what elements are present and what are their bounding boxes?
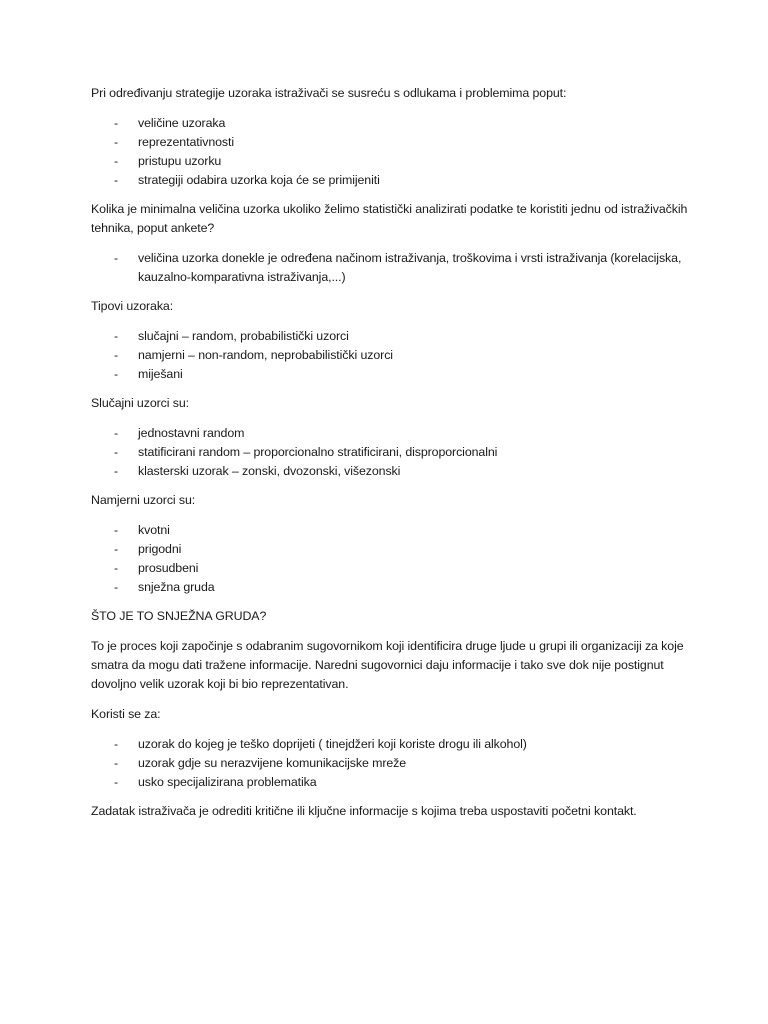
list-item-text: klasterski uzorak – zonski, dvozonski, višezonski	[138, 464, 401, 478]
list-item	[91, 735, 698, 754]
types-heading: Tipovi uzoraka:	[91, 299, 174, 313]
bullet-dash: -	[114, 426, 119, 440]
list-item-text: reprezentativnosti	[138, 135, 235, 149]
bullet-dash: -	[114, 445, 119, 459]
intro-paragraph: Pri određivanju strategije uzoraka istraživači se susreću s odlukama i problemima poput:	[91, 86, 567, 100]
bullet-dash: -	[114, 135, 119, 149]
list-item	[91, 327, 698, 346]
list-item	[91, 578, 698, 597]
random-samples-list	[91, 424, 698, 481]
bullet-dash: -	[114, 580, 119, 594]
snowball-heading: ŠTO JE TO SNJEŽNA GRUDA?	[91, 609, 267, 623]
list-item-text: miješani	[138, 367, 183, 381]
bullet-dash: -	[114, 561, 119, 575]
list-item	[91, 249, 698, 287]
bullet-dash: -	[114, 464, 119, 478]
bullet-dash: -	[114, 775, 119, 789]
list-item	[91, 559, 698, 578]
bullet-dash: -	[114, 329, 119, 343]
list-item-text: veličina uzorka donekle je određena načinom istraživanja, troškovima i vrsti istraživanja (korelacijska, kauzalno-komparativna istraživanja,...)	[138, 251, 682, 284]
list-item	[91, 114, 698, 133]
snowball-paragraph: To je proces koji započinje s odabranim sugovornikom koji identificira druge ljude u grupi ili organizaciji za koje smatra da mogu dati tražene informacije. Naredni sugovornici daju informacije i tako sve dok nije postignut dovoljno velik uzorak koji bi bio reprezentativan.	[91, 639, 684, 691]
list-item	[91, 540, 698, 559]
question-paragraph: Kolika je minimalna veličina uzorka ukoliko želimo statistički analizirati podatke te koristiti jednu od istraživačkih tehnika, poput ankete?	[91, 202, 688, 235]
answer-list	[91, 249, 698, 287]
list-item-text: strategiji odabira uzorka koja će se primijeniti	[138, 173, 380, 187]
list-item	[91, 773, 698, 792]
list-item	[91, 443, 698, 462]
types-list	[91, 327, 698, 384]
list-item-text: slučajni – random, probabilistički uzorci	[138, 329, 349, 343]
list-item	[91, 754, 698, 773]
list-item	[91, 346, 698, 365]
list-item	[91, 171, 698, 190]
bullet-dash: -	[114, 173, 119, 187]
bullet-dash: -	[114, 523, 119, 537]
random-samples-heading: Slučajni uzorci su:	[91, 396, 189, 410]
list-item	[91, 521, 698, 540]
list-item-text: pristupu uzorku	[138, 154, 222, 168]
bullet-dash: -	[114, 737, 119, 751]
bullet-dash: -	[114, 367, 119, 381]
list-item-text: prigodni	[138, 542, 182, 556]
list-item-text: snježna gruda	[138, 580, 215, 594]
list-item	[91, 462, 698, 481]
list-item	[91, 424, 698, 443]
list-item-text: kvotni	[138, 523, 170, 537]
bullet-dash: -	[114, 251, 119, 265]
closing-paragraph: Zadatak istraživača je odrediti kritične ili ključne informacije s kojima treba uspostaviti početni kontakt.	[91, 804, 637, 818]
uses-list	[91, 735, 698, 792]
bullet-dash: -	[114, 116, 119, 130]
list-item-text: uzorak gdje su nerazvijene komunikacijske mreže	[138, 756, 407, 770]
uses-heading: Koristi se za:	[91, 707, 161, 721]
list-item	[91, 365, 698, 384]
bullet-dash: -	[114, 154, 119, 168]
list-item-text: usko specijalizirana problematika	[138, 775, 317, 789]
bullet-dash: -	[114, 348, 119, 362]
purposive-samples-heading: Namjerni uzorci su:	[91, 493, 196, 507]
list-item	[91, 152, 698, 171]
list-item-text: prosudbeni	[138, 561, 199, 575]
bullet-dash: -	[114, 542, 119, 556]
list-item	[91, 133, 698, 152]
list-item-text: uzorak do kojeg je teško doprijeti ( tinejdžeri koji koriste drogu ili alkohol)	[138, 737, 527, 751]
list-item-text: statificirani random – proporcionalno stratificirani, disproporcionalni	[138, 445, 498, 459]
list-item-text: veličine uzoraka	[138, 116, 226, 130]
bullet-dash: -	[114, 756, 119, 770]
list-item-text: namjerni – non-random, neprobabilistički uzorci	[138, 348, 393, 362]
list-item-text: jednostavni random	[138, 426, 245, 440]
purposive-samples-list	[91, 521, 698, 597]
intro-list	[91, 114, 698, 190]
